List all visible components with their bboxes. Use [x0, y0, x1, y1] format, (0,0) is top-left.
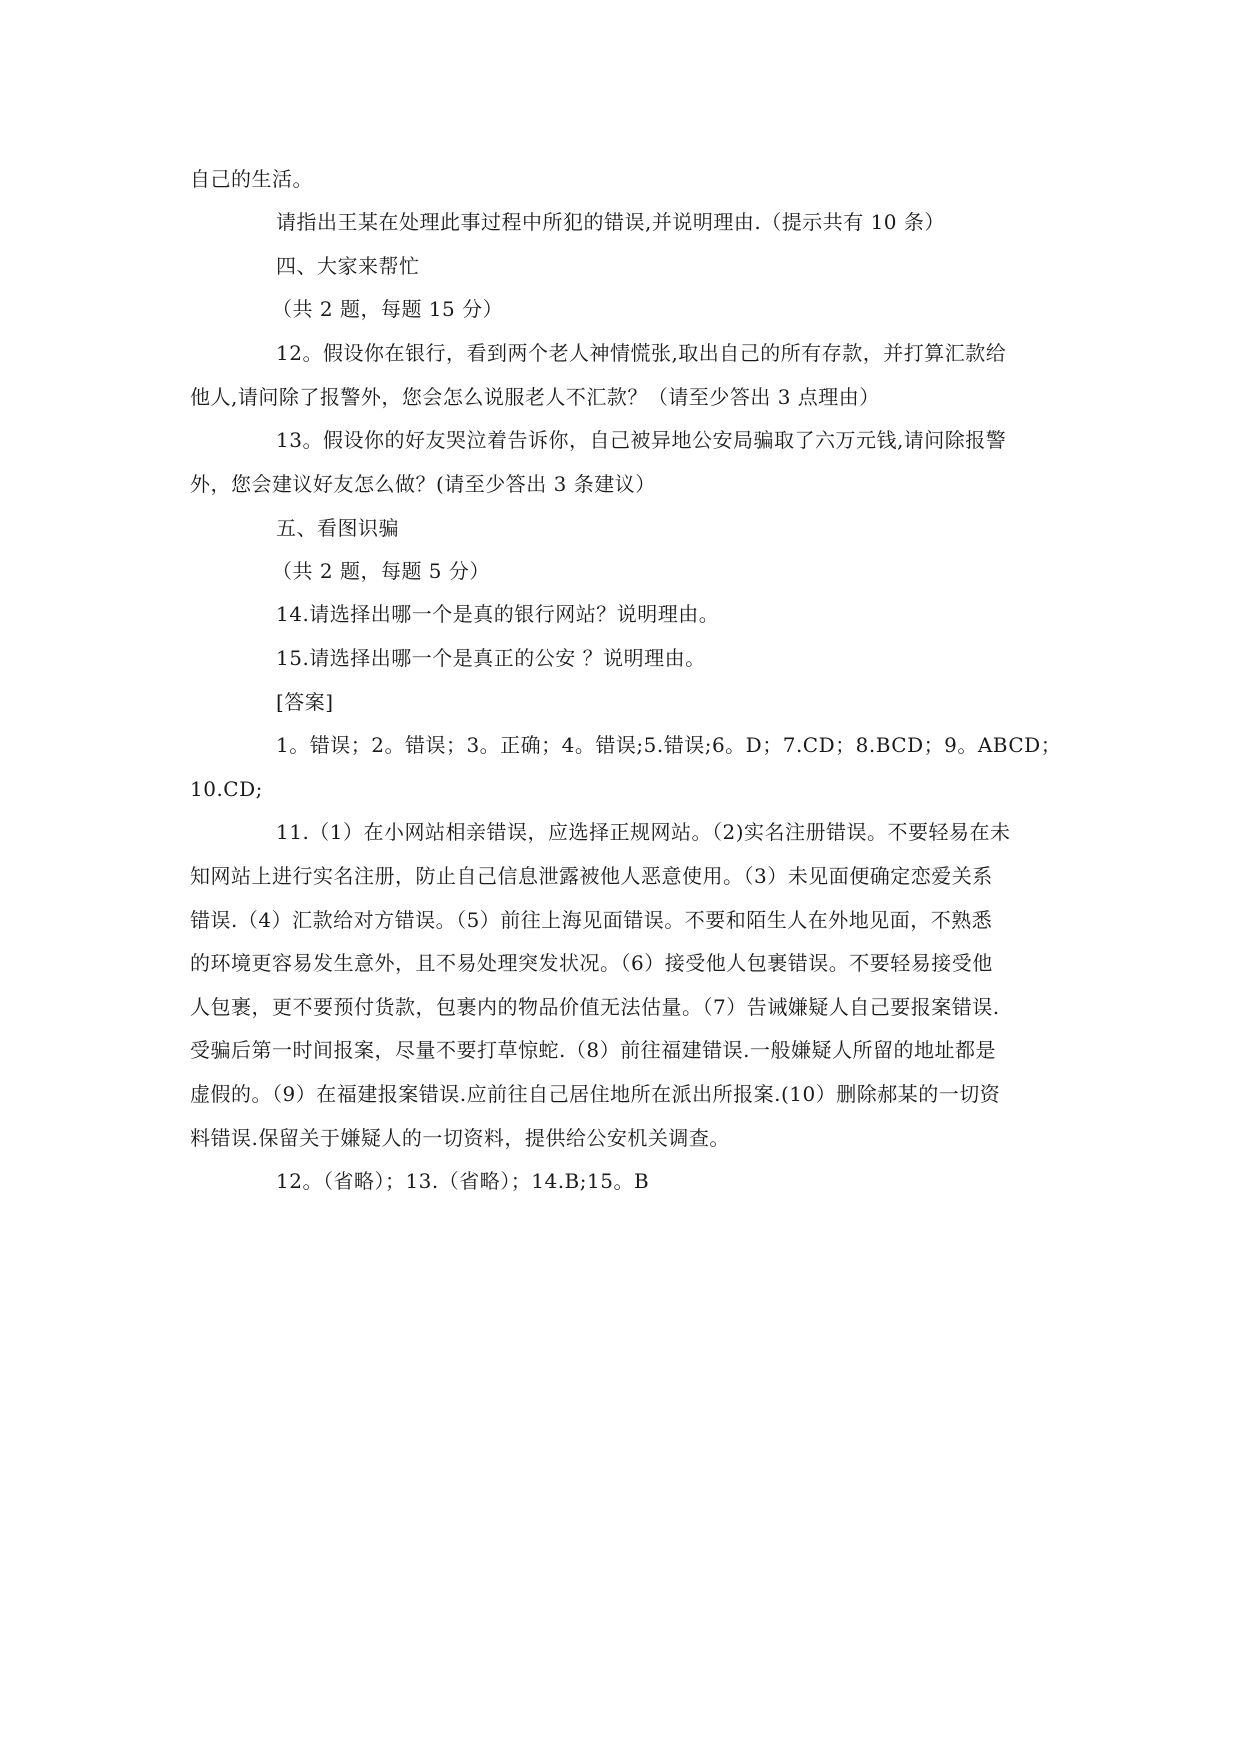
question-13-line-2: 外，您会建议好友怎么做？(请至少答出 3 条建议）	[190, 472, 656, 496]
answer-11-line: 11.（1）在小网站相亲错误，应选择正规网站。（2)实名注册错误。不要轻易在未	[276, 820, 1011, 844]
section-score-note: （共 2 题，每题 5 分）	[272, 559, 490, 583]
answer-11-line: 虚假的。（9）在福建报案错误.应前往自己居住地所在派出所报案.(10）删除郝某的一切资	[190, 1082, 1001, 1106]
answer-summary-line: 12。（省略）；13.（省略）；14.B;15。B	[276, 1169, 650, 1193]
paragraph-line: 自己的生活。	[190, 167, 313, 191]
answer-11-line: 料错误.保留关于嫌疑人的一切资料，提供给公安机关调查。	[190, 1126, 730, 1150]
answer-11-line: 的环境更容易发生意外，且不易处理突发状况。（6）接受他人包裹错误。不要轻易接受他	[190, 951, 993, 975]
question-14: 14.请选择出哪一个是真的银行网站？说明理由。	[276, 602, 720, 626]
question-13-line-1: 13。假设你的好友哭泣着告诉你，自己被异地公安局骗取了六万元钱,请问除报警	[276, 428, 1007, 452]
question-12-line-1: 12。假设你在银行，看到两个老人神情慌张,取出自己的所有存款，并打算汇款给	[276, 341, 1007, 365]
question-12-line-2: 他人,请问除了报警外，您会怎么说服老人不汇款？（请至少答出 3 点理由）	[190, 385, 880, 409]
question-15: 15.请选择出哪一个是真正的公安 ？说明理由。	[276, 646, 706, 670]
answer-heading: [答案]	[276, 690, 334, 714]
section-score-note: （共 2 题，每题 15 分）	[272, 297, 504, 321]
section-heading: 五、看图识骗	[276, 516, 399, 540]
answer-line: 10.CD;	[190, 777, 263, 801]
answer-11-line: 人包裹，更不要预付货款，包裹内的物品价值无法估量。（7）告诫嫌疑人自己要报案错误.	[190, 995, 1000, 1019]
answer-11-line: 知网站上进行实名注册，防止自己信息泄露被他人恶意使用。（3）未见面便确定恋爱关系	[190, 864, 993, 888]
answer-11-line: 受骗后第一时间报案，尽量不要打草惊蛇.（8）前往福建错误.一般嫌疑人所留的地址都是	[190, 1038, 996, 1062]
question-instruction: 请指出王某在处理此事过程中所犯的错误,并说明理由.（提示共有 10 条）	[276, 210, 945, 234]
answer-11-line: 错误.（4）汇款给对方错误。（5）前往上海见面错误。不要和陌生人在外地见面，不熟悉	[190, 908, 993, 932]
answer-line: 1。错误；2。错误；3。正确；4。错误;5.错误;6。D；7.CD；8.BCD；9。ABCD；	[276, 733, 1062, 757]
section-heading: 四、大家来帮忙	[276, 254, 420, 278]
